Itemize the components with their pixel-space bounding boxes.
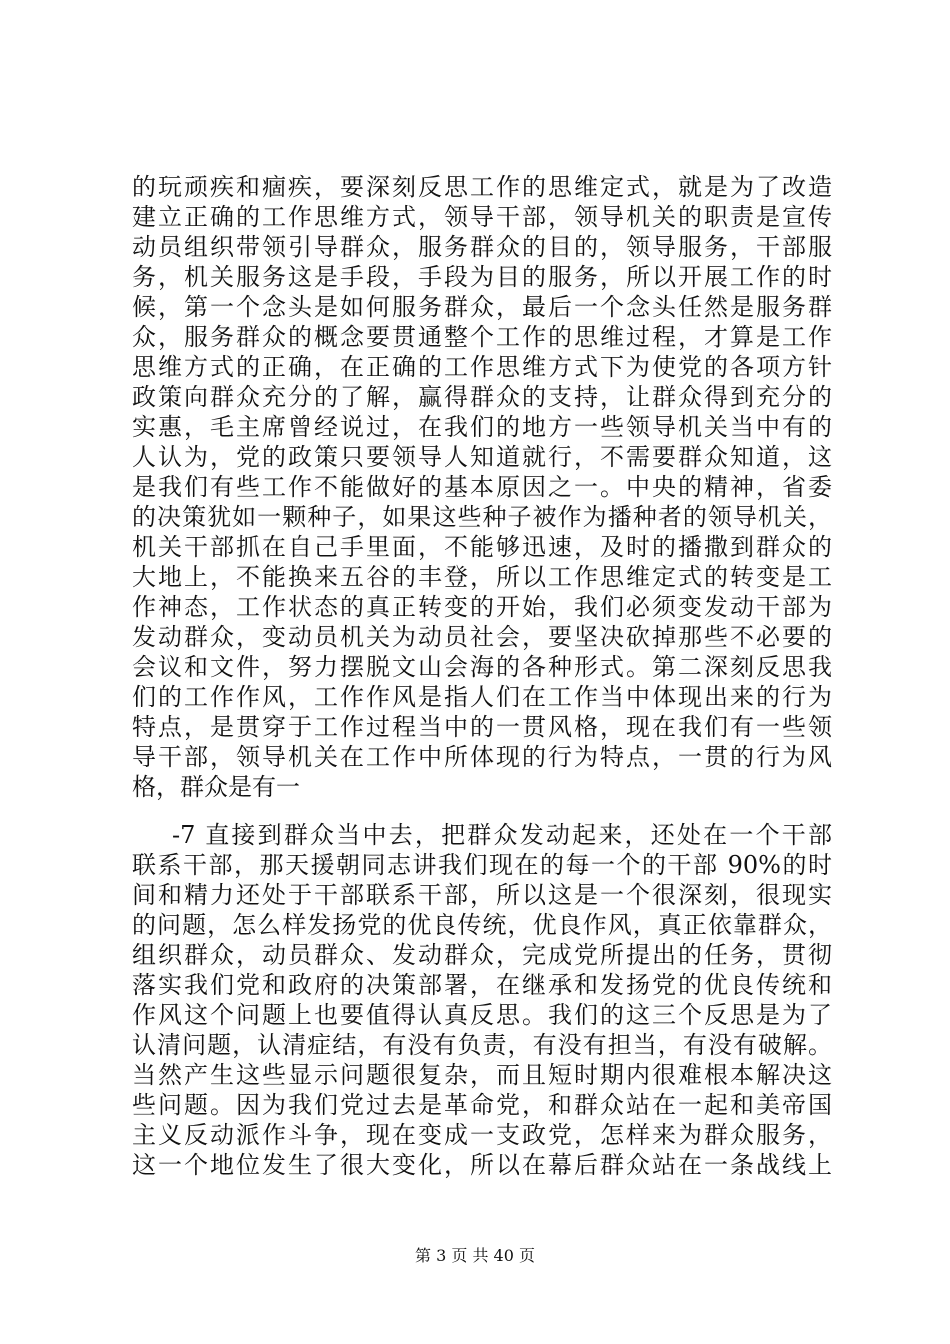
text-line: 主义反动派作斗争，现在变成一支政党，怎样来为群众服务， (132, 1121, 832, 1149)
text-line: 候，第一个念头是如何服务群众，最后一个念头任然是服务群 (132, 293, 832, 321)
text-line: 众，服务群众的概念要贯通整个工作的思维过程，才算是工作 (132, 323, 832, 351)
text-line: -7 直接到群众当中去，把群众发动起来，还处在一个干部 (172, 821, 832, 849)
text-line: 发动群众，变动员机关为动员社会，要坚决砍掉那些不必要的 (132, 623, 832, 651)
text-line: 些问题。因为我们党过去是革命党，和群众站在一起和美帝国 (132, 1091, 832, 1119)
text-line: 当然产生这些显示问题很复杂，而且短时期内很难根本解决这 (132, 1061, 832, 1089)
text-line: 思维方式的正确，在正确的工作思维方式下为使党的各项方针 (132, 353, 832, 381)
text-line: 大地上，不能换来五谷的丰登，所以工作思维定式的转变是工 (132, 563, 832, 591)
text-line: 组织群众，动员群众、发动群众，完成党所提出的任务，贯彻 (132, 941, 832, 969)
text-line: 务，机关服务这是手段，手段为目的服务，所以开展工作的时 (132, 263, 832, 291)
text-line: 特点，是贯穿于工作过程当中的一贯风格，现在我们有一些领 (132, 713, 832, 741)
text-line: 这一个地位发生了很大变化，所以在幕后群众站在一条战线上 (132, 1151, 832, 1179)
paragraph-1 (132, 172, 832, 802)
text-line: 是我们有些工作不能做好的基本原因之一。中央的精神，省委 (132, 473, 832, 501)
text-line: 们的工作作风，工作作风是指人们在工作当中体现出来的行为 (132, 683, 832, 711)
paragraph-2 (132, 820, 832, 1180)
text-line: 导干部，领导机关在工作中所体现的行为特点，一贯的行为风 (132, 743, 832, 771)
text-line: 动员组织带领引导群众，服务群众的目的，领导服务，干部服 (132, 233, 832, 261)
text-line: 政策向群众充分的了解，赢得群众的支持，让群众得到充分的 (132, 383, 832, 411)
text-line: 间和精力还处于干部联系干部，所以这是一个很深刻，很现实 (132, 881, 832, 909)
text-line: 会议和文件，努力摆脱文山会海的各种形式。第二深刻反思我 (132, 653, 832, 681)
text-line: 认清问题，认清症结，有没有负责，有没有担当，有没有破解。 (132, 1031, 832, 1059)
text-line: 联系干部，那天援朝同志讲我们现在的每一个的干部 90%的时 (132, 851, 832, 879)
text-line: 作风这个问题上也要值得认真反思。我们的这三个反思是为了 (132, 1001, 832, 1029)
text-line: 作神态，工作状态的真正转变的开始，我们必须变发动干部为 (132, 593, 832, 621)
text-line: 落实我们党和政府的决策部署，在继承和发扬党的优良传统和 (132, 971, 832, 999)
page-number-footer: 第 3 页 共 40 页 (415, 1246, 535, 1265)
text-line: 的问题，怎么样发扬党的优良传统，优良作风，真正依靠群众， (132, 911, 832, 939)
text-line: 人认为，党的政策只要领导人知道就行，不需要群众知道，这 (132, 443, 832, 471)
text-line: 格，群众是有一 (132, 773, 300, 801)
text-line: 的决策犹如一颗种子，如果这些种子被作为播种者的领导机关， (132, 503, 832, 531)
text-line: 实惠，毛主席曾经说过，在我们的地方一些领导机关当中有的 (132, 413, 832, 441)
text-line: 机关干部抓在自己手里面，不能够迅速，及时的播撒到群众的 (132, 533, 832, 561)
text-line: 的玩顽疾和痼疾，要深刻反思工作的思维定式，就是为了改造 (132, 173, 832, 201)
text-line: 建立正确的工作思维方式，领导干部，领导机关的职责是宣传 (132, 203, 832, 231)
